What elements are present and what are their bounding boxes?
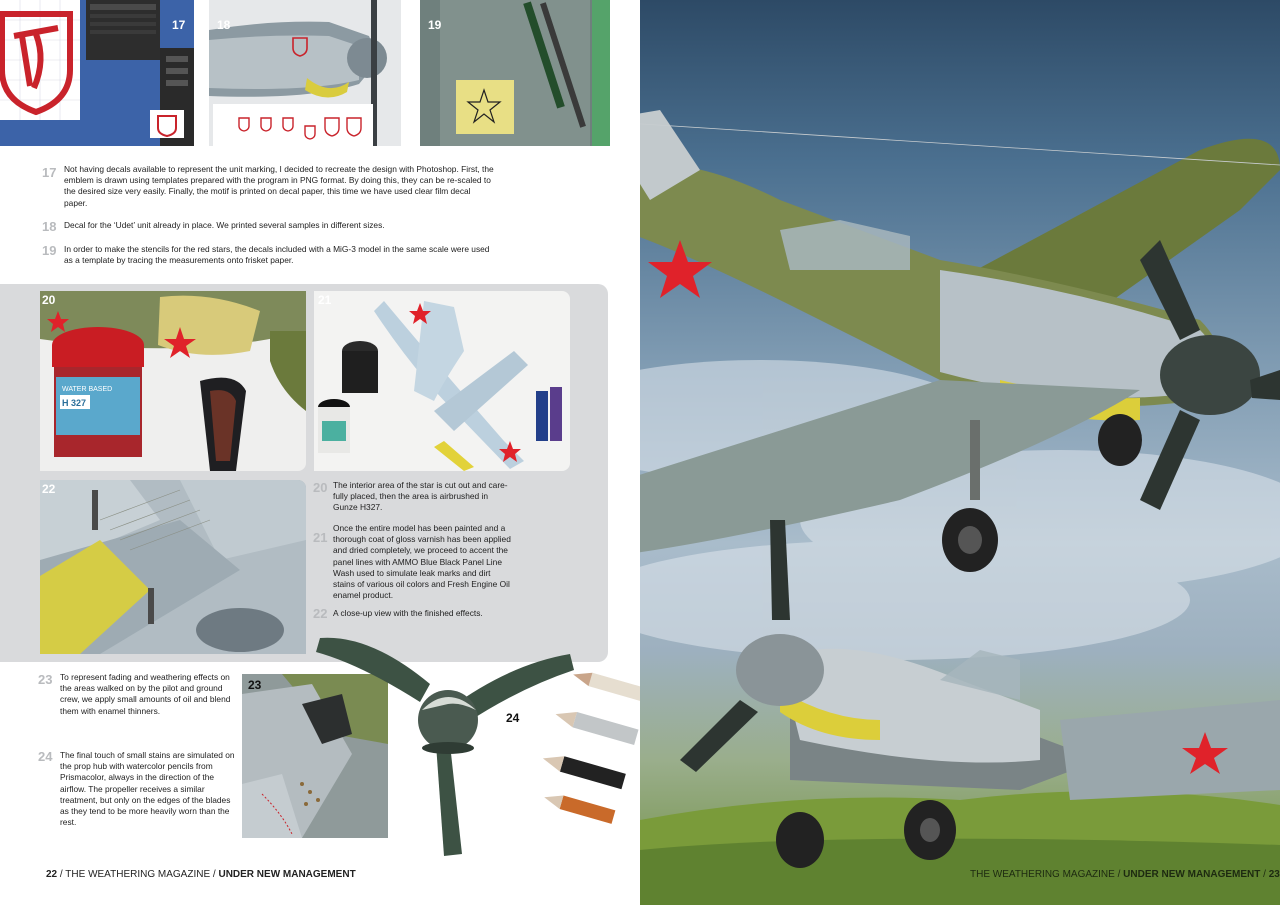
photo-number: 20 — [42, 293, 56, 307]
photo-number: 17 — [172, 18, 186, 32]
photo-number: 18 — [217, 18, 231, 32]
caption-number-24: 24 — [38, 749, 53, 764]
model-top-view — [314, 291, 570, 471]
right-footer: THE WEATHERING MAGAZINE / UNDER NEW MANAGEMENT / 23 — [970, 869, 1280, 880]
caption-24: The final touch of small stains are simulated on the prop hub with watercolor pencils from Prismacolor, always in the direction of the airflow. The propeller receives a similar treatment, but only on the edges of the blades as they tend to be more heavily worn than the rest. — [60, 750, 235, 828]
pencils — [531, 666, 640, 824]
photo-20 — [40, 291, 306, 471]
photo-24 — [310, 624, 640, 862]
caption-number-18: 18 — [42, 219, 57, 234]
photo-17 — [0, 0, 194, 146]
photo-number: 21 — [318, 293, 332, 307]
photo-21 — [314, 291, 570, 471]
caption-17: Not having decals available to represent the unit marking, I decided to recreate the design with Photoshop. First, the emblem is drawn using templates prepared with the program in PNG format. By doing this, they can be re-scaled to the desired size very easily. Finally, the motif is printed on decal paper, this time we have used clear film decal paper. — [64, 164, 494, 208]
caption-21: Once the entire model has been painted and a thorough coat of gloss varnish has been applied and dried completely, we proceed to accent the panel lines with AMMO Blue Black Panel Line Wash used to simulate leak marks and dirt stains of various oil colors and Fresh Engine Oil enamel product. — [333, 523, 511, 601]
jar-label: H 327 — [62, 398, 87, 408]
weathered-underside — [40, 480, 306, 654]
article-title-right: UNDER NEW MANAGEMENT — [1123, 869, 1261, 880]
caption-20: The interior area of the star is cut out and care-fully placed, then the area is airbrushed in Gunze H327. — [333, 480, 508, 513]
aircraft-nose-decal — [209, 0, 401, 146]
caption-number-19: 19 — [42, 243, 57, 258]
photo-number: 24 — [506, 711, 520, 725]
left-footer: 22 / THE WEATHERING MAGAZINE / UNDER NEW MANAGEMENT — [46, 869, 356, 880]
photo-number: 22 — [42, 482, 56, 496]
caption-number-17: 17 — [42, 165, 57, 180]
caption-18: Decal for the ‘Udet’ unit already in place. We printed several samples in different sizes. — [64, 220, 385, 230]
photo-number: 19 — [428, 18, 442, 32]
star-stencil-cutting — [420, 0, 610, 146]
magazine-name-left: THE WEATHERING MAGAZINE — [65, 869, 211, 880]
caption-19: In order to make the stencils for the red stars, the decals included with a MiG-3 model in the same scale were used as a template by tracing the measurements onto frisket paper. — [64, 244, 490, 266]
svg-text:WATER BASED: WATER BASED — [62, 386, 113, 393]
page-number-left: 22 — [46, 869, 58, 880]
caption-22: A close-up view with the finished effects. — [333, 608, 483, 618]
page-number-right: 23 — [1268, 869, 1280, 880]
caption-number-20: 20 — [313, 480, 328, 495]
propeller-and-pencils — [310, 624, 640, 862]
photoshop-screenshot — [0, 0, 194, 146]
caption-number-23: 23 — [38, 672, 53, 687]
photo-19 — [420, 0, 610, 146]
caption-number-21: 21 — [313, 530, 328, 545]
photo-number: 23 — [248, 678, 262, 692]
paint-jar-scene — [40, 291, 306, 471]
magazine-name-right: THE WEATHERING MAGAZINE — [970, 869, 1115, 880]
photo-22 — [40, 480, 306, 654]
hero-photo-bf109 — [640, 0, 1280, 905]
caption-23: To represent fading and weathering effects on the areas walked on by the pilot and ground crew, we apply small amounts of oil and blend them with enamel thinners. — [60, 672, 231, 716]
right-page — [640, 0, 1280, 905]
caption-number-22: 22 — [313, 606, 328, 621]
photo-18 — [209, 0, 401, 146]
article-title-left: UNDER NEW MANAGEMENT — [218, 869, 356, 880]
